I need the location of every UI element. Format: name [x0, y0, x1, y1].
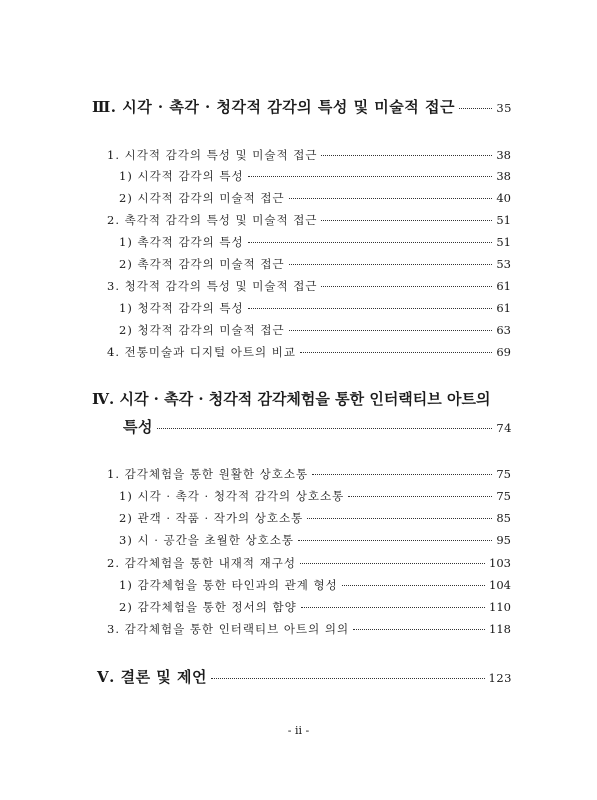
- toc-page-number: 75: [496, 467, 511, 481]
- toc-page-number: 103: [489, 556, 511, 570]
- dot-leader: [301, 607, 485, 608]
- toc-page-number: 53: [496, 257, 511, 271]
- toc-entry-label: 3. 감각체험을 통한 인터랙티브 아트의 의의: [107, 622, 350, 636]
- toc-entry: [119, 488, 511, 504]
- toc-entry: [119, 234, 511, 250]
- dot-leader: [459, 108, 492, 109]
- toc-page-number: 95: [496, 533, 511, 547]
- toc-chapter-label: 특성: [123, 418, 153, 436]
- toc-entry-label: 2) 관객 · 작품 · 작가의 상호소통: [119, 511, 304, 525]
- toc-entry: [119, 510, 511, 526]
- toc-page-number: 51: [496, 213, 511, 227]
- toc-page-number: 61: [496, 279, 511, 293]
- toc-page-number: 110: [489, 600, 511, 614]
- toc-page-number: 51: [496, 235, 511, 249]
- dot-leader: [342, 585, 485, 586]
- toc-page-number: 85: [496, 511, 511, 525]
- toc-page-number: 38: [496, 148, 511, 162]
- dot-leader: [157, 428, 492, 429]
- toc-entry-label: 1) 시각적 감각의 특성: [119, 169, 244, 183]
- toc-entry: [119, 168, 511, 184]
- toc-entry: [119, 322, 511, 338]
- toc-page-number: 35: [496, 101, 512, 115]
- dot-leader: [248, 176, 493, 177]
- toc-page-number: 118: [489, 622, 511, 636]
- dot-leader: [300, 563, 485, 564]
- toc-page-number: 38: [496, 169, 511, 183]
- toc-entry: [107, 278, 511, 294]
- toc-page-number: 123: [488, 671, 512, 685]
- toc-chapter-5: [97, 666, 512, 687]
- toc-page-number: 61: [496, 301, 511, 315]
- dot-leader: [248, 308, 493, 309]
- toc-entry-label: 2) 시각적 감각의 미술적 접근: [119, 191, 285, 205]
- toc-entry: [107, 621, 511, 637]
- toc-entry-label: 4. 전통미술과 디지털 아트의 비교: [107, 345, 297, 359]
- toc-page-number: 63: [496, 323, 511, 337]
- toc-entry-label: 2. 감각체험을 통한 내재적 재구성: [107, 556, 297, 570]
- toc-entry-label: 1) 감각체험을 통한 타인과의 관계 형성: [119, 578, 338, 592]
- dot-leader: [312, 474, 492, 475]
- toc-entry-label: 2) 청각적 감각의 미술적 접근: [119, 323, 285, 337]
- toc-chapter-label: Ⅲ. 시각 · 촉각 · 청각적 감각의 특성 및 미술적 접근: [92, 98, 455, 116]
- toc-entry-label: 3) 시 · 공간을 초월한 상호소통: [119, 533, 294, 547]
- toc-entry: [119, 300, 511, 316]
- toc-page-number: 74: [496, 421, 512, 435]
- toc-entry: [119, 190, 511, 206]
- page-footer-number: - ii -: [287, 724, 310, 737]
- toc-entry: [107, 555, 511, 571]
- toc-page-number: 40: [496, 191, 511, 205]
- toc-entry-label: 1) 청각적 감각의 특성: [119, 301, 244, 315]
- toc-entry-label: 2. 촉각적 감각의 특성 및 미술적 접근: [107, 213, 318, 227]
- dot-leader: [289, 264, 493, 265]
- dot-leader: [300, 352, 492, 353]
- dot-leader: [353, 629, 485, 630]
- toc-entry: [119, 532, 511, 548]
- dot-leader: [211, 678, 485, 679]
- dot-leader: [298, 540, 492, 541]
- toc-entry-label: 3. 청각적 감각의 특성 및 미술적 접근: [107, 279, 318, 293]
- toc-entry-label: 1. 감각체험을 통한 원활한 상호소통: [107, 467, 309, 481]
- toc-entry: [119, 599, 511, 615]
- dot-leader: [289, 198, 493, 199]
- dot-leader: [321, 220, 492, 221]
- toc-chapter-label: Ⅴ. 결론 및 제언: [97, 668, 207, 686]
- toc-entry-label: 2) 촉각적 감각의 미술적 접근: [119, 257, 285, 271]
- toc-entry-label: 1) 시각 · 촉각 · 청각적 감각의 상호소통: [119, 489, 345, 503]
- toc-entry-label: 2) 감각체험을 통한 정서의 함양: [119, 600, 297, 614]
- toc-entry: [107, 212, 511, 228]
- toc-chapter-3: [92, 96, 512, 117]
- dot-leader: [248, 242, 493, 243]
- toc-page-number: 75: [496, 489, 511, 503]
- dot-leader: [307, 518, 492, 519]
- dot-leader: [321, 155, 492, 156]
- toc-page-number: 69: [496, 345, 511, 359]
- toc-entry: [119, 256, 511, 272]
- toc-entry: [107, 147, 511, 163]
- toc-entry: [119, 577, 511, 593]
- toc-entry: [107, 344, 511, 360]
- dot-leader: [348, 496, 492, 497]
- dot-leader: [289, 330, 493, 331]
- toc-chapter-4: [123, 416, 512, 437]
- dot-leader: [321, 286, 492, 287]
- toc-chapter-4-label: Ⅳ. 시각 · 촉각 · 청각적 감각체험을 통한 인터랙티브 아트의: [92, 390, 491, 408]
- toc-entry: [107, 466, 511, 482]
- toc-page-number: 104: [489, 578, 511, 592]
- toc-entry-label: 1. 시각적 감각의 특성 및 미술적 접근: [107, 148, 318, 162]
- toc-entry-label: 1) 촉각적 감각의 특성: [119, 235, 244, 249]
